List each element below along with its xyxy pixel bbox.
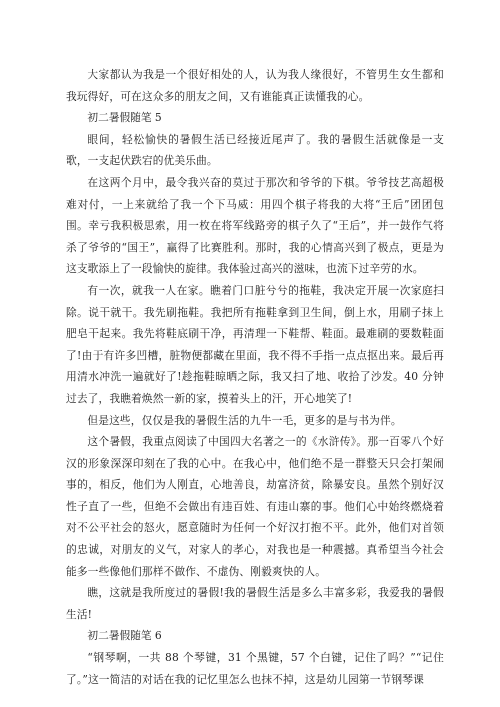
section-heading-5: 初二暑假随笔 5	[87, 111, 162, 125]
paragraph: 在这两个月中，最令我兴奋的莫过于那次和爷爷的下棋。爷爷技艺高超极难对付，一上来就给了我一个下马威：用四个棋子将我的大将“王后”团团包围。幸亏我积极思索，用一枚在将军线路旁的棋子久了“王后”，并一鼓作气将杀了爷爷的“国王”，赢得了比赛胜利。那时，我的心情高兴到了极点，更是为这支歌添上了一段愉快的旋律。我体验过高兴的滋味，也流下过辛劳的水。	[66, 175, 444, 276]
paragraph: 眼间，轻松愉快的暑假生活已经接近尾声了。我的暑假生活就像是一支歌，一支起伏跌宕的优美乐曲。	[66, 132, 444, 168]
paragraph: 但是这些，仅仅是我的暑假生活的九牛一毛，更多的是与书为伴。	[87, 413, 402, 427]
section-heading-6: 初二暑假随笔 6	[87, 629, 162, 643]
paragraph: 这个暑假，我重点阅读了中国四大名著之一的《水浒传》。那一百零八个好汉的形象深深印刻在了我的心中。在我心中，他们绝不是一群整天只会打架闹事的，相反，他们为人刚直，心地善良，劫富济贫，除暴安良。虽然个别好汉性子直了一些，但绝不会做出有违百姓、有违山寨的事。他们心中始终燃烧着对不公平社会的怒火，愿意随时为任何一个好汉打抱不平。此外，他们对首领的忠诚，对朋友的义气，对家人的孝心，对我也是一种震撼。真希望当今社会能多一些像他们那样不做作、不虚伪、刚毅爽快的人。	[66, 435, 444, 578]
paragraph: 有一次，就我一人在家。瞧着门口脏兮兮的拖鞋，我决定开展一次家庭扫除。说干就干。我先刷拖鞋。我把所有拖鞋拿到卫生间，倒上水，用刷子抹上肥皂干起来。我先将鞋底刷干净，再清理一下鞋帮、鞋面。最难刷的要数鞋面了!由于有许多凹槽，脏物便都藏在里面，我不得不手指一点点抠出来。最后再用清水冲洗一遍就好了!趁拖鞋晾晒之际，我又扫了地、收拾了沙发。40 分钟过去了，我瞧着焕然一新的家，摸着头上的汗，开心地笑了!	[66, 283, 444, 405]
paragraph-intro: 大家都认为我是一个很好相处的人，认为我人缘很好，不管男生女生都和我玩得好，可在这众多的朋友之间，又有谁能真正读懂我的心。	[66, 68, 444, 103]
paragraph: 瞧，这就是我所度过的暑假!我的暑假生活是多么丰富多彩，我爱我的暑假生活!	[66, 586, 444, 621]
paragraph: “钢琴啊，一共 88 个琴键，31 个黑键，57 个白键，记住了吗？”“记住了。”这一简洁的对话在我的记忆里怎么也抹不掉，这是幼儿园第一节钢琴课	[66, 651, 444, 686]
